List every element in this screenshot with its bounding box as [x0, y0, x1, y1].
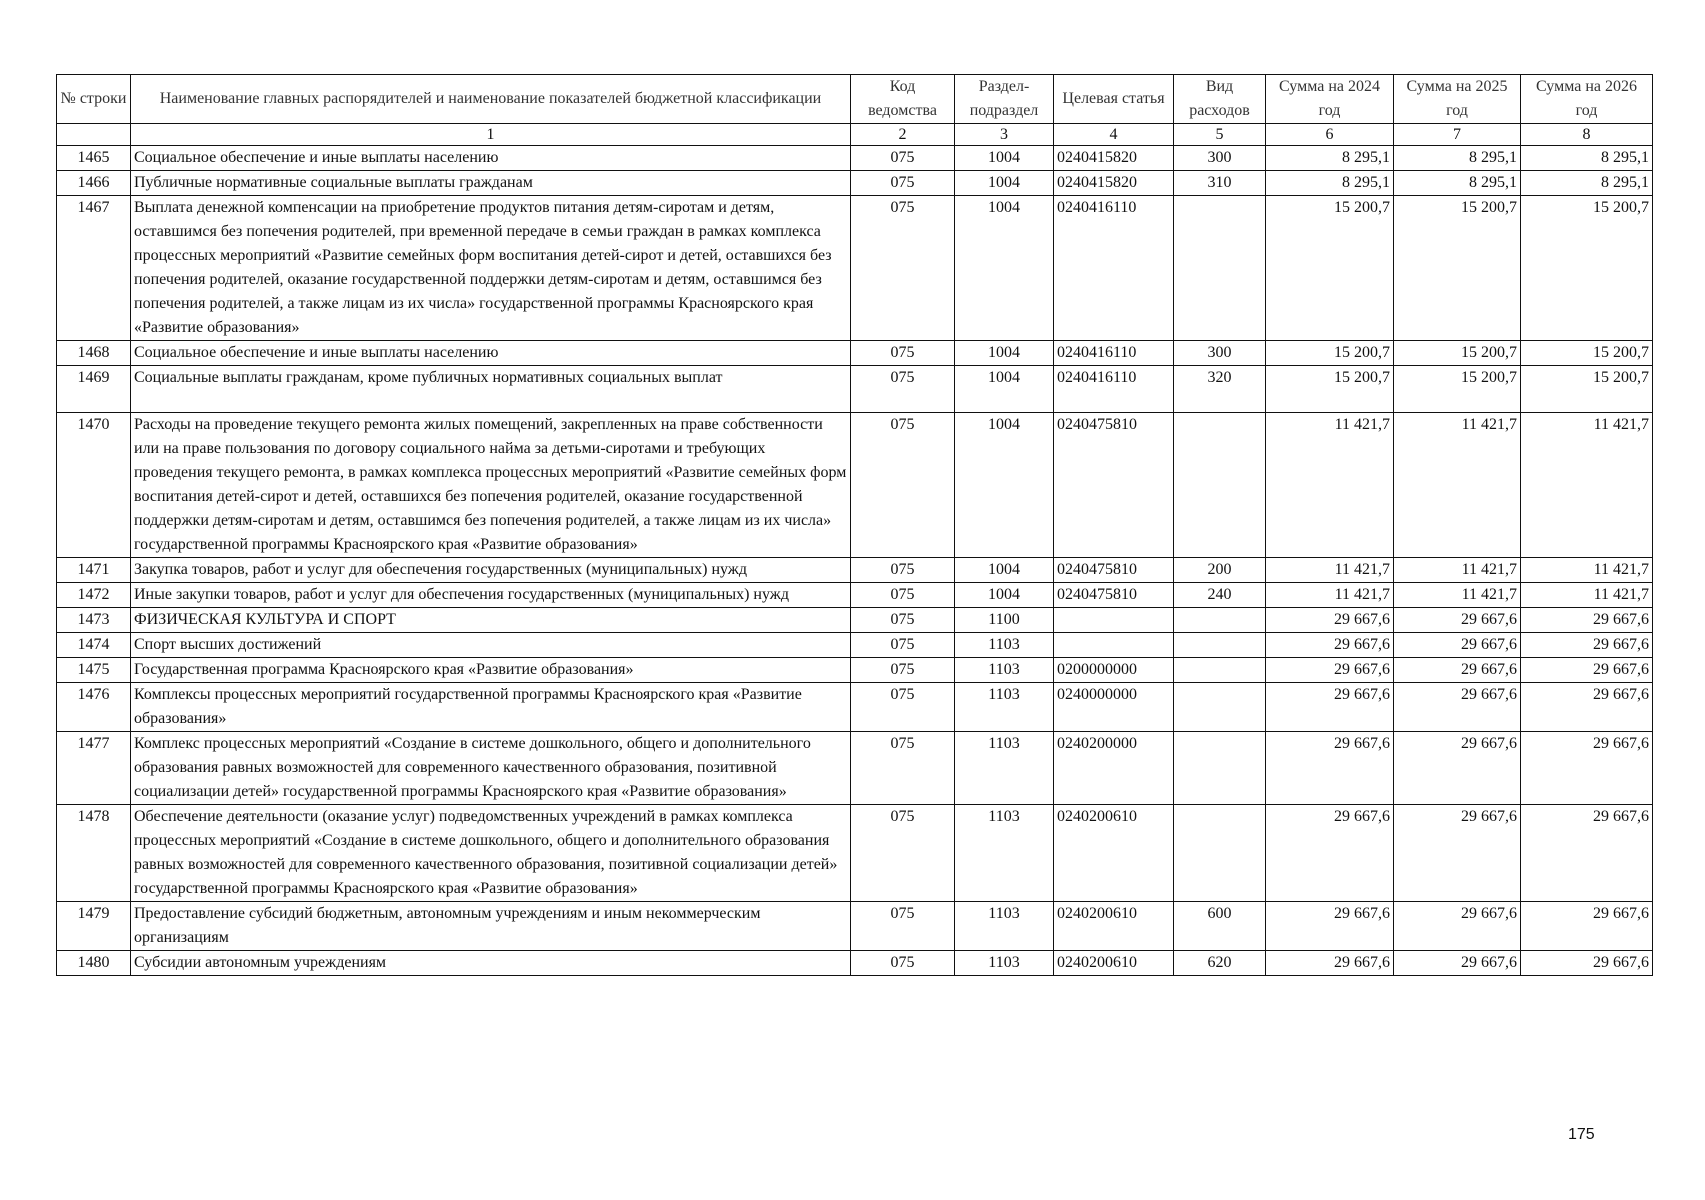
- table-row: [57, 583, 1653, 608]
- sum-2025: 8 295,1: [1394, 171, 1521, 196]
- row-name: Социальные выплаты гражданам, кроме публичных нормативных социальных выплат: [131, 366, 851, 413]
- header-sum-2026: Сумма на 2026 год: [1521, 75, 1653, 124]
- section-code: 1004: [955, 341, 1054, 366]
- table-row: [57, 951, 1653, 976]
- expense-type: 310: [1174, 171, 1266, 196]
- section-code: 1103: [955, 683, 1054, 732]
- table-row: [57, 146, 1653, 171]
- column-number-blank: [57, 124, 131, 146]
- department-code: 075: [851, 558, 955, 583]
- table-body: [57, 146, 1653, 976]
- column-number-row: [57, 124, 1653, 146]
- section-code: 1004: [955, 146, 1054, 171]
- sum-2026: 15 200,7: [1521, 366, 1653, 413]
- sum-2026: 15 200,7: [1521, 196, 1653, 341]
- row-name: Публичные нормативные социальные выплаты гражданам: [131, 171, 851, 196]
- department-code: 075: [851, 413, 955, 558]
- sum-2024: 29 667,6: [1266, 805, 1394, 902]
- section-code: 1103: [955, 732, 1054, 805]
- header-sum-2025: Сумма на 2025 год: [1394, 75, 1521, 124]
- page-number: 175: [1568, 1126, 1595, 1143]
- expense-type: [1174, 413, 1266, 558]
- table-row: [57, 658, 1653, 683]
- row-number: 1472: [57, 583, 131, 608]
- sum-2026: 29 667,6: [1521, 658, 1653, 683]
- sum-2024: 11 421,7: [1266, 413, 1394, 558]
- target-article: 0240200610: [1054, 951, 1174, 976]
- sum-2024: 11 421,7: [1266, 583, 1394, 608]
- target-article: [1054, 608, 1174, 633]
- target-article: 0240416110: [1054, 196, 1174, 341]
- sum-2026: 8 295,1: [1521, 146, 1653, 171]
- expense-type: 200: [1174, 558, 1266, 583]
- table-row: [57, 608, 1653, 633]
- expense-type: 300: [1174, 341, 1266, 366]
- department-code: 075: [851, 902, 955, 951]
- sum-2026: 15 200,7: [1521, 341, 1653, 366]
- target-article: 0200000000: [1054, 658, 1174, 683]
- sum-2024: 15 200,7: [1266, 366, 1394, 413]
- target-article: 0240000000: [1054, 683, 1174, 732]
- table-row: [57, 558, 1653, 583]
- table-row: [57, 633, 1653, 658]
- table-row: [57, 902, 1653, 951]
- department-code: 075: [851, 583, 955, 608]
- department-code: 075: [851, 146, 955, 171]
- column-number: 6: [1266, 124, 1394, 146]
- department-code: 075: [851, 366, 955, 413]
- sum-2025: 29 667,6: [1394, 658, 1521, 683]
- department-code: 075: [851, 805, 955, 902]
- row-name: Обеспечение деятельности (оказание услуг) подведомственных учреждений в рамках комплекса процессных мероприятий «Создание в системе дошкольного, общего и дополнительного образования равных возможностей для современного качественного образования, позитивной социализации детей» государственной программы Красноярского края «Развитие образования»: [131, 805, 851, 902]
- sum-2024: 29 667,6: [1266, 658, 1394, 683]
- sum-2024: 29 667,6: [1266, 902, 1394, 951]
- target-article: 0240415820: [1054, 171, 1174, 196]
- expense-type: [1174, 658, 1266, 683]
- table-row: [57, 196, 1653, 341]
- sum-2024: 8 295,1: [1266, 146, 1394, 171]
- sum-2026: 29 667,6: [1521, 732, 1653, 805]
- sum-2026: 11 421,7: [1521, 558, 1653, 583]
- row-number: 1480: [57, 951, 131, 976]
- department-code: 075: [851, 633, 955, 658]
- sum-2026: 8 295,1: [1521, 171, 1653, 196]
- expense-type: [1174, 608, 1266, 633]
- row-name: Комплексы процессных мероприятий государственной программы Красноярского края «Развитие образования»: [131, 683, 851, 732]
- header-name: Наименование главных распорядителей и наименование показателей бюджетной классификации: [131, 75, 851, 124]
- row-number: 1465: [57, 146, 131, 171]
- sum-2025: 15 200,7: [1394, 366, 1521, 413]
- table-row: [57, 341, 1653, 366]
- header-expense-type: Вид расходов: [1174, 75, 1266, 124]
- header-row-number: № строки: [57, 75, 131, 124]
- target-article: 0240416110: [1054, 341, 1174, 366]
- expense-type: [1174, 732, 1266, 805]
- row-name: Субсидии автономным учреждениям: [131, 951, 851, 976]
- row-number: 1476: [57, 683, 131, 732]
- row-number: 1479: [57, 902, 131, 951]
- row-name: Выплата денежной компенсации на приобретение продуктов питания детям-сиротам и детям, оставшимся без попечения родителей, при временной передаче в семьи граждан в рамках комплекса процессных мероприятий «Развитие семейных форм воспитания детей-сирот и детей, оставшихся без попечения родителей, оказание государственной поддержки детям-сиротам и детям, оставшимся без попечения родителей, а также лицам из их числа» государственной программы Красноярского края «Развитие образования»: [131, 196, 851, 341]
- department-code: 075: [851, 683, 955, 732]
- sum-2025: 29 667,6: [1394, 805, 1521, 902]
- sum-2024: 15 200,7: [1266, 196, 1394, 341]
- sum-2024: 29 667,6: [1266, 683, 1394, 732]
- sum-2025: 29 667,6: [1394, 951, 1521, 976]
- row-number: 1477: [57, 732, 131, 805]
- expense-type: [1174, 683, 1266, 732]
- section-code: 1103: [955, 805, 1054, 902]
- section-code: 1004: [955, 366, 1054, 413]
- sum-2024: 11 421,7: [1266, 558, 1394, 583]
- section-code: 1103: [955, 658, 1054, 683]
- department-code: 075: [851, 196, 955, 341]
- section-code: 1103: [955, 633, 1054, 658]
- sum-2026: 29 667,6: [1521, 902, 1653, 951]
- section-code: 1103: [955, 902, 1054, 951]
- sum-2025: 29 667,6: [1394, 633, 1521, 658]
- expense-type: [1174, 196, 1266, 341]
- sum-2025: 15 200,7: [1394, 196, 1521, 341]
- table-row: [57, 366, 1653, 413]
- column-number: 4: [1054, 124, 1174, 146]
- sum-2026: 29 667,6: [1521, 633, 1653, 658]
- sum-2026: 29 667,6: [1521, 608, 1653, 633]
- table-row: [57, 413, 1653, 558]
- section-code: 1103: [955, 951, 1054, 976]
- sum-2026: 11 421,7: [1521, 583, 1653, 608]
- target-article: 0240415820: [1054, 146, 1174, 171]
- row-number: 1471: [57, 558, 131, 583]
- department-code: 075: [851, 951, 955, 976]
- section-code: 1004: [955, 558, 1054, 583]
- sum-2024: 29 667,6: [1266, 951, 1394, 976]
- row-number: 1475: [57, 658, 131, 683]
- department-code: 075: [851, 171, 955, 196]
- row-number: 1467: [57, 196, 131, 341]
- department-code: 075: [851, 341, 955, 366]
- sum-2026: 11 421,7: [1521, 413, 1653, 558]
- table-row: [57, 732, 1653, 805]
- row-number: 1474: [57, 633, 131, 658]
- target-article: 0240200610: [1054, 805, 1174, 902]
- row-number: 1470: [57, 413, 131, 558]
- row-name: Расходы на проведение текущего ремонта жилых помещений, закрепленных на праве собственности или на праве пользования по договору социального найма за детьми-сиротами и требующих проведения текущего ремонта, в рамках комплекса процессных мероприятий «Развитие семейных форм воспитания детей-сирот и детей, оставшихся без попечения родителей, оказание государственной поддержки детям-сиротам и детям, оставшимся без попечения родителей, а также лицам из их числа» государственной программы Красноярского края «Развитие образования»: [131, 413, 851, 558]
- department-code: 075: [851, 732, 955, 805]
- department-code: 075: [851, 658, 955, 683]
- expense-type: 240: [1174, 583, 1266, 608]
- header-section: Раздел-подраздел: [955, 75, 1054, 124]
- expense-type: [1174, 633, 1266, 658]
- sum-2024: 29 667,6: [1266, 732, 1394, 805]
- sum-2024: 29 667,6: [1266, 608, 1394, 633]
- department-code: 075: [851, 608, 955, 633]
- column-number: 1: [131, 124, 851, 146]
- row-number: 1468: [57, 341, 131, 366]
- table-row: [57, 805, 1653, 902]
- budget-table: [56, 74, 1653, 976]
- row-name: Закупка товаров, работ и услуг для обеспечения государственных (муниципальных) нужд: [131, 558, 851, 583]
- sum-2024: 15 200,7: [1266, 341, 1394, 366]
- column-number: 2: [851, 124, 955, 146]
- row-name: ФИЗИЧЕСКАЯ КУЛЬТУРА И СПОРТ: [131, 608, 851, 633]
- row-number: 1469: [57, 366, 131, 413]
- row-number: 1466: [57, 171, 131, 196]
- section-code: 1004: [955, 413, 1054, 558]
- table-row: [57, 683, 1653, 732]
- header-department-code: Код ведомства: [851, 75, 955, 124]
- sum-2025: 8 295,1: [1394, 146, 1521, 171]
- budget-sheet: [56, 74, 1652, 976]
- column-number: 3: [955, 124, 1054, 146]
- column-number: 8: [1521, 124, 1653, 146]
- section-code: 1100: [955, 608, 1054, 633]
- row-name: Спорт высших достижений: [131, 633, 851, 658]
- row-name: Государственная программа Красноярского края «Развитие образования»: [131, 658, 851, 683]
- table-row: [57, 171, 1653, 196]
- header-row: [57, 75, 1653, 124]
- row-number: 1478: [57, 805, 131, 902]
- section-code: 1004: [955, 196, 1054, 341]
- row-number: 1473: [57, 608, 131, 633]
- target-article: [1054, 633, 1174, 658]
- target-article: 0240475810: [1054, 583, 1174, 608]
- sum-2026: 29 667,6: [1521, 951, 1653, 976]
- header-target-article: Целевая статья: [1054, 75, 1174, 124]
- row-name: Комплекс процессных мероприятий «Создание в системе дошкольного, общего и дополнительного образования равных возможностей для современного качественного образования, позитивной социализации детей» государственной программы Красноярского края «Развитие образования»: [131, 732, 851, 805]
- row-name: Предоставление субсидий бюджетным, автономным учреждениям и иным некоммерческим организациям: [131, 902, 851, 951]
- row-name: Иные закупки товаров, работ и услуг для обеспечения государственных (муниципальных) нужд: [131, 583, 851, 608]
- sum-2026: 29 667,6: [1521, 805, 1653, 902]
- column-number: 7: [1394, 124, 1521, 146]
- sum-2025: 15 200,7: [1394, 341, 1521, 366]
- expense-type: 600: [1174, 902, 1266, 951]
- sum-2025: 29 667,6: [1394, 732, 1521, 805]
- section-code: 1004: [955, 583, 1054, 608]
- target-article: 0240416110: [1054, 366, 1174, 413]
- sum-2025: 29 667,6: [1394, 902, 1521, 951]
- sum-2025: 11 421,7: [1394, 558, 1521, 583]
- expense-type: 320: [1174, 366, 1266, 413]
- target-article: 0240200000: [1054, 732, 1174, 805]
- row-name: Социальное обеспечение и иные выплаты населению: [131, 146, 851, 171]
- target-article: 0240200610: [1054, 902, 1174, 951]
- expense-type: 620: [1174, 951, 1266, 976]
- sum-2025: 29 667,6: [1394, 683, 1521, 732]
- sum-2026: 29 667,6: [1521, 683, 1653, 732]
- row-name: Социальное обеспечение и иные выплаты населению: [131, 341, 851, 366]
- expense-type: 300: [1174, 146, 1266, 171]
- sum-2025: 11 421,7: [1394, 583, 1521, 608]
- expense-type: [1174, 805, 1266, 902]
- header-sum-2024: Сумма на 2024 год: [1266, 75, 1394, 124]
- section-code: 1004: [955, 171, 1054, 196]
- sum-2025: 11 421,7: [1394, 413, 1521, 558]
- target-article: 0240475810: [1054, 558, 1174, 583]
- sum-2024: 29 667,6: [1266, 633, 1394, 658]
- sum-2025: 29 667,6: [1394, 608, 1521, 633]
- column-number: 5: [1174, 124, 1266, 146]
- sum-2024: 8 295,1: [1266, 171, 1394, 196]
- target-article: 0240475810: [1054, 413, 1174, 558]
